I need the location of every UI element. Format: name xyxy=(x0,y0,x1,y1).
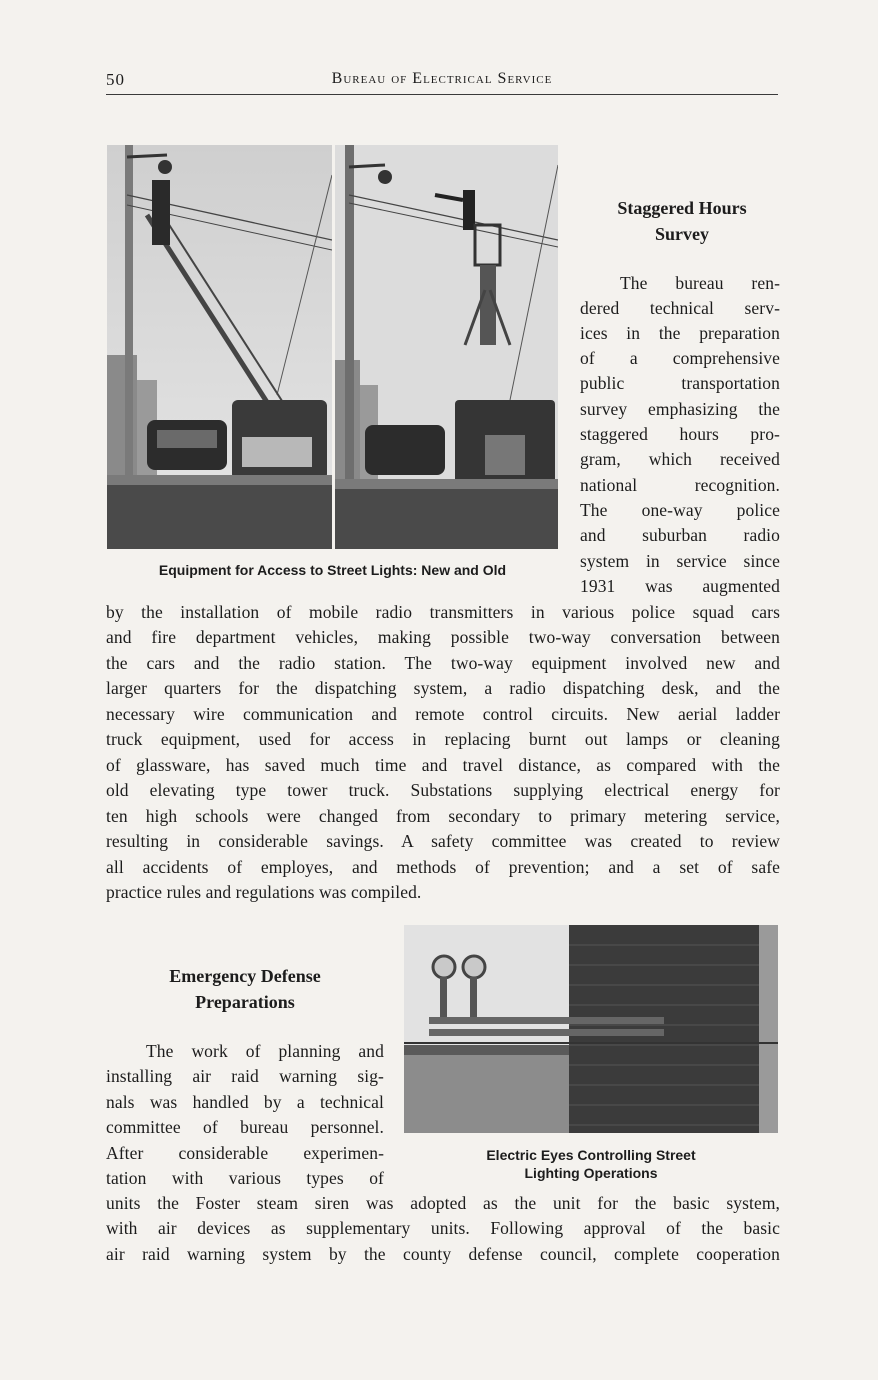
text-line: system in service since xyxy=(580,551,780,571)
text-line: by the installation of mobile radio transmitters in various police squad cars xyxy=(106,602,780,622)
text-line: dered technical serv- xyxy=(580,298,780,318)
ladder-truck-photo xyxy=(107,145,332,549)
running-head: Bureau of Electrical Service xyxy=(331,70,553,87)
heading-line: Preparations xyxy=(195,992,295,1012)
text-line: gram, which received xyxy=(580,449,780,469)
text-line: of a comprehensive xyxy=(580,348,780,368)
heading-line: Emergency Defense xyxy=(169,966,321,986)
text-line: installing air raid warning sig- xyxy=(106,1066,384,1086)
caption-line: Electric Eyes Controlling Street xyxy=(486,1147,696,1163)
text-line: 1931 was augmented xyxy=(580,576,780,596)
text-line: resulting in considerable savings. A safety committee was created to review xyxy=(106,831,780,851)
text-line: After considerable experimen- xyxy=(106,1143,384,1163)
heading-line: Staggered Hours xyxy=(617,198,747,218)
text-line: practice rules and regulations was compiled. xyxy=(106,882,422,902)
electric-eyes-photo xyxy=(404,925,778,1133)
text-line: The bureau ren- xyxy=(620,273,780,293)
text-line: truck equipment, used for access in replacing burnt out lamps or cleaning xyxy=(106,729,780,749)
text-line: all accidents of employes, and methods of prevention; and a set of safe xyxy=(106,857,780,877)
heading-line: Survey xyxy=(655,224,709,244)
text-line: public transportation xyxy=(580,373,780,393)
text-line: ices in the preparation xyxy=(580,323,780,343)
text-line: The work of planning and xyxy=(146,1041,384,1061)
section-heading xyxy=(582,195,782,247)
text-line: necessary wire communication and remote control circuits. New aerial ladder xyxy=(106,704,780,724)
text-line: and suburban radio xyxy=(580,525,780,545)
caption-line: Lighting Operations xyxy=(524,1165,658,1181)
text-line: the cars and the radio station. The two-way equipment involved new and xyxy=(106,653,780,673)
text-line: survey emphasizing the xyxy=(580,399,780,419)
text-line: with air devices as supplementary units. Following approval of the basic xyxy=(106,1218,780,1238)
text-line: old elevating type tower truck. Substations supplying electrical energy for xyxy=(106,780,780,800)
text-line: and fire department vehicles, making possible two-way conversation between xyxy=(106,627,780,647)
text-line: ten high schools were changed from secondary to primary metering service, xyxy=(106,806,780,826)
page-header xyxy=(106,68,778,95)
text-line: staggered hours pro- xyxy=(580,424,780,444)
page-number: 50 xyxy=(106,70,125,89)
text-line: of glassware, has saved much time and travel distance, as compared with the xyxy=(106,755,780,775)
text-line: units the Foster steam siren was adopted as the unit for the basic system, xyxy=(106,1193,780,1213)
text-line: nals was handled by a technical xyxy=(106,1092,384,1112)
text-line: The one-way police xyxy=(580,500,780,520)
section-heading xyxy=(106,963,384,1015)
figure-caption xyxy=(404,1146,778,1182)
text-line: tation with various types of xyxy=(106,1168,384,1188)
figure-caption: Equipment for Access to Street Lights: New and Old xyxy=(158,562,507,578)
text-line: air raid warning system by the county defense council, complete cooperation xyxy=(106,1244,780,1264)
text-line: national recognition. xyxy=(580,475,780,495)
tower-truck-photo xyxy=(335,145,558,549)
text-line: larger quarters for the dispatching system, a radio dispatching desk, and the xyxy=(106,678,780,698)
text-line: committee of bureau personnel. xyxy=(106,1117,384,1137)
